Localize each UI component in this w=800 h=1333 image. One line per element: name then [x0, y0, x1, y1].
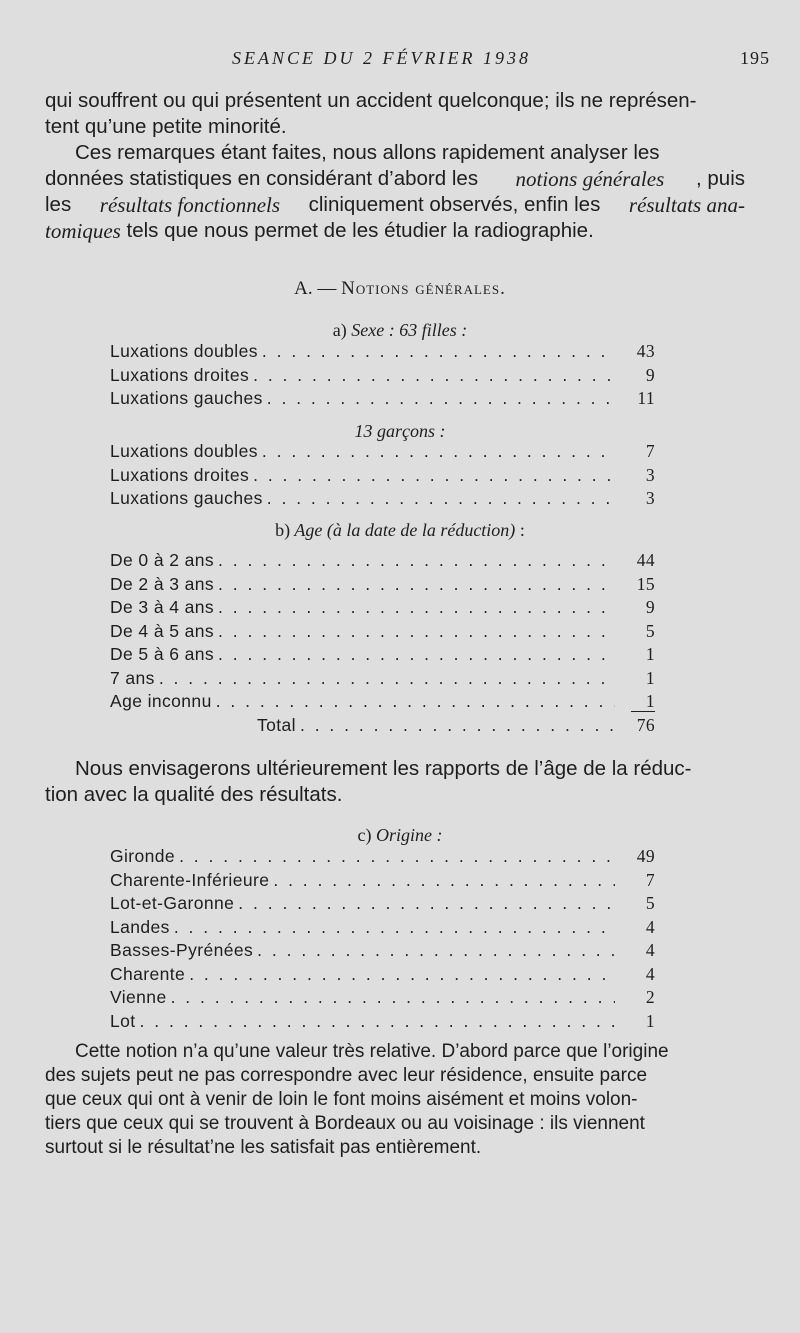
sum-rule: [631, 711, 655, 712]
text-line: qui souffrent ou qui présentent un accident quelconque; ils ne représen-: [45, 89, 697, 112]
row-value: 7: [645, 869, 655, 890]
row-label: De 3 à 4 ans: [110, 597, 215, 617]
subheading-origine: c) Origine :: [357, 825, 443, 845]
table-row: [110, 549, 655, 573]
text-line: données statistiques en considérant d’abord les notions générales , puis: [45, 167, 745, 191]
leader-dots: [267, 487, 615, 511]
leader-dots: [300, 714, 615, 738]
table-row: [110, 464, 655, 488]
row-value: 15: [636, 573, 655, 594]
text-line: surtout si le résultat’ne les satisfait pas entièrement.: [45, 1137, 482, 1158]
leader-dots: [218, 596, 615, 620]
leader-dots: [218, 620, 615, 644]
leader-dots: [262, 440, 615, 464]
emphasis: résultats ana-: [628, 193, 745, 217]
table-boys: [110, 440, 655, 511]
leader-dots: [218, 573, 615, 597]
text-line: Cette notion n’a qu’une valeur très relative. D’abord parce que l’origine: [75, 1041, 669, 1062]
row-label: Luxations droites: [110, 364, 250, 385]
row-value: 9: [645, 364, 655, 385]
emphasis: tomiques: [45, 219, 121, 243]
row-label: Luxations gauches: [110, 388, 263, 408]
middle-paragraph: [45, 756, 745, 808]
section-heading: [0, 278, 800, 300]
row-label: Lot-et-Garonne: [110, 893, 235, 913]
leader-dots: [253, 464, 615, 488]
row-label: Charente-Inférieure: [110, 869, 270, 890]
row-value: 4: [645, 940, 655, 960]
row-value: 1: [645, 667, 655, 688]
leader-dots: [238, 892, 615, 916]
table-row: [110, 387, 655, 411]
row-value: 1: [645, 644, 655, 664]
table-row: [110, 869, 655, 893]
leader-dots: [159, 667, 615, 691]
row-value: 11: [637, 388, 655, 408]
row-label: Total: [257, 714, 296, 735]
row-label: Lot: [110, 1010, 136, 1031]
table-row: [110, 364, 655, 388]
row-label: Landes: [110, 916, 170, 937]
table-row: [110, 440, 655, 464]
table-row: [110, 892, 655, 916]
final-paragraph: [45, 1040, 745, 1160]
table-row: [110, 1010, 655, 1034]
table-row: [110, 939, 655, 963]
leader-dots: [174, 916, 615, 940]
table-row: [110, 487, 655, 511]
row-value: 5: [645, 893, 655, 913]
row-value: 4: [645, 916, 655, 937]
emphasis: résultats fonctionnels: [99, 193, 281, 217]
row-value: 44: [636, 550, 655, 570]
subheading-sexe: a) Sexe : 63 filles :: [332, 320, 468, 340]
table-row: [110, 620, 655, 644]
table-row: [110, 963, 655, 987]
running-header: [0, 48, 800, 74]
table-age: [110, 549, 655, 737]
row-label: Basses-Pyrénées: [110, 940, 254, 960]
row-value: 49: [636, 846, 655, 866]
row-label: Gironde: [110, 846, 176, 866]
row-value: 2: [645, 987, 655, 1007]
row-value: 7: [645, 441, 655, 461]
leader-dots: [171, 986, 615, 1010]
row-value: 4: [645, 963, 655, 984]
subheading-age: b) Age (à la date de la réduction) :: [275, 520, 525, 540]
row-value: 9: [645, 597, 655, 617]
text-line: les résultats fonctionnels cliniquement observés, enfin les résultats ana-: [45, 193, 745, 217]
row-label: Luxations doubles: [110, 341, 258, 361]
table-row: [110, 986, 655, 1010]
row-value: 1: [645, 691, 655, 711]
section-title: Notions générales.: [341, 278, 506, 299]
table-row: [110, 845, 655, 869]
row-label: De 5 à 6 ans: [110, 644, 215, 664]
row-value: 76: [636, 714, 655, 735]
leader-dots: [253, 364, 615, 388]
leader-dots: [218, 643, 615, 667]
row-label: Age inconnu: [110, 691, 212, 711]
leader-dots: [140, 1010, 615, 1034]
table-girls: [110, 340, 655, 411]
leader-dots: [189, 963, 615, 987]
table-row: [110, 690, 655, 714]
page-number: 195: [740, 48, 770, 68]
table-row: [110, 643, 655, 667]
text-line: tomiques tels que nous permet de les étudier la radiographie.: [45, 219, 594, 243]
text-line: que ceux qui ont à venir de loin le font moins aisément et moins volon-: [45, 1089, 638, 1110]
row-label: Vienne: [110, 987, 167, 1007]
leader-dots: [179, 845, 615, 869]
text-line: tent qu’une petite minorité.: [45, 115, 287, 138]
text-line: Nous envisagerons ultérieurement les rapports de l’âge de la réduc-: [75, 757, 692, 780]
leader-dots: [257, 939, 615, 963]
row-value: 3: [645, 488, 655, 508]
leader-dots: [273, 869, 615, 893]
table-row: [110, 573, 655, 597]
text-line: tion avec la qualité des résultats.: [45, 783, 343, 806]
table-row: [110, 916, 655, 940]
row-value: 3: [645, 464, 655, 485]
row-label: Luxations doubles: [110, 441, 258, 461]
text-line: des sujets peut ne pas correspondre avec leur résidence, ensuite parce: [45, 1065, 648, 1086]
table-row: [110, 340, 655, 364]
emphasis: notions générales: [515, 167, 665, 191]
table-origine: [110, 845, 655, 1033]
row-label: Luxations droites: [110, 464, 250, 485]
row-label: De 2 à 3 ans: [110, 573, 215, 594]
text-line: tiers que ceux qui se trouvent à Bordeaux ou au voisinage : ils viennent: [45, 1113, 645, 1134]
row-value: 43: [636, 341, 655, 361]
section-letter: A. —: [294, 278, 337, 299]
text-line: Ces remarques étant faites, nous allons rapidement analyser les: [75, 141, 660, 164]
total-row: [110, 714, 655, 738]
leader-dots: [267, 387, 615, 411]
row-label: Luxations gauches: [110, 488, 263, 508]
row-value: 1: [645, 1010, 655, 1031]
leader-dots: [216, 690, 615, 714]
row-label: 7 ans: [110, 667, 155, 688]
subheading-boys: 13 garçons :: [354, 421, 446, 441]
leader-dots: [218, 549, 615, 573]
leader-dots: [262, 340, 615, 364]
row-label: Charente: [110, 963, 186, 984]
header-title: SEANCE DU 2 FÉVRIER 1938: [232, 48, 531, 68]
intro-paragraph: [45, 88, 745, 244]
row-label: De 0 à 2 ans: [110, 550, 215, 570]
table-row: [110, 667, 655, 691]
row-value: 5: [645, 620, 655, 641]
row-label: De 4 à 5 ans: [110, 620, 215, 641]
table-row: [110, 596, 655, 620]
